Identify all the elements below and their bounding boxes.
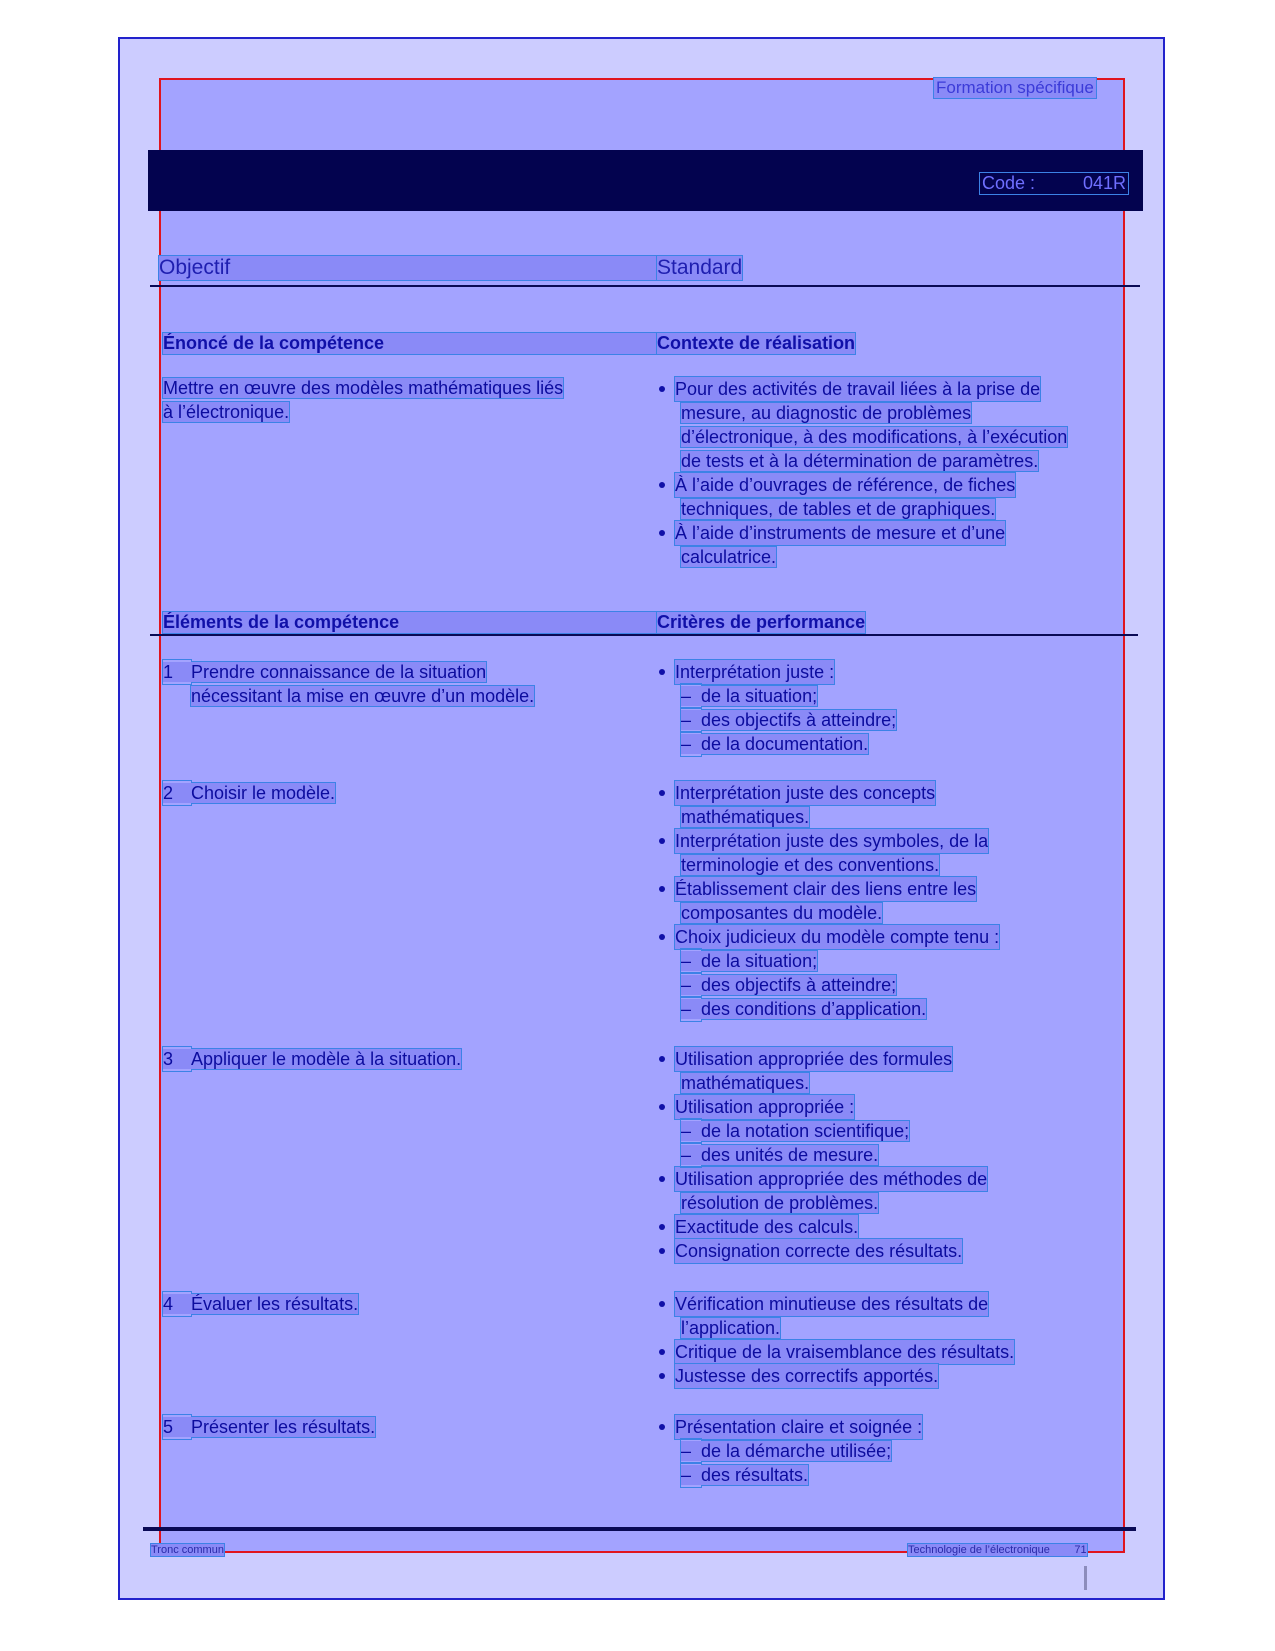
enonce-text <box>163 376 657 424</box>
criteria-4 <box>657 1292 1127 1388</box>
enonce-line: Mettre en œuvre des modèles mathématiques liés <box>163 378 564 398</box>
element-number: 4 <box>163 1294 174 1314</box>
list-item-cont: calculatrice. <box>681 547 777 567</box>
sub-criterion: des objectifs à atteindre; <box>701 710 897 730</box>
bullet-icon <box>659 934 665 940</box>
element-number: 5 <box>163 1417 174 1437</box>
sub-criterion: de la situation; <box>701 686 818 706</box>
element-line: Évaluer les résultats. <box>191 1294 359 1314</box>
criterion: Justesse des correctifs apportés. <box>675 1366 939 1386</box>
heading-rule <box>150 285 1140 287</box>
bullet-icon <box>659 790 665 796</box>
bullet-icon <box>659 1224 665 1230</box>
list-item-cont: techniques, de tables et de graphiques. <box>681 499 996 519</box>
element-1 <box>163 660 657 708</box>
bullet-icon <box>659 1424 665 1430</box>
list-item: À l’aide d’instruments de mesure et d’une <box>675 523 1006 543</box>
criterion: Consignation correcte des résultats. <box>675 1241 963 1261</box>
elements-rule <box>150 634 1138 636</box>
sub-criterion: de la situation; <box>701 951 818 971</box>
bullet-icon <box>659 838 665 844</box>
criteria-1: Interprétation juste : – de la situation; – des objectifs à atteindre; – de la documentation. <box>657 660 1127 756</box>
element-3 <box>163 1047 657 1071</box>
bullet-icon <box>659 1349 665 1355</box>
criterion: Interprétation juste : <box>675 662 835 682</box>
sub-criterion: des conditions d’application. <box>701 999 927 1019</box>
enonce-heading: Énoncé de la compétence <box>163 333 657 354</box>
footer-title: Technologie de l’électronique <box>908 1544 1050 1556</box>
element-number: 2 <box>163 783 174 803</box>
criteres-heading: Critères de performance <box>657 612 866 632</box>
element-line: Présenter les résultats. <box>191 1417 376 1437</box>
contexte-heading: Contexte de réalisation <box>657 333 856 353</box>
bullet-icon <box>659 886 665 892</box>
bullet-icon <box>659 386 665 392</box>
element-number: 1 <box>163 662 174 682</box>
criterion: Interprétation juste des concepts <box>675 783 936 803</box>
list-item: À l’aide d’ouvrages de référence, de fiches <box>675 475 1016 495</box>
bullet-icon <box>659 669 665 675</box>
criterion-cont: composantes du modèle. <box>681 903 883 923</box>
criterion-cont: l’application. <box>681 1318 781 1338</box>
bullet-icon <box>659 1104 665 1110</box>
element-number: 3 <box>163 1049 174 1069</box>
criterion: Utilisation appropriée : <box>675 1097 855 1117</box>
code-box <box>979 172 1129 195</box>
criteria-5: Présentation claire et soignée : – de la démarche utilisée; – des résultats. <box>657 1415 1127 1487</box>
criteria-2: Interprétation juste des concepts mathématiques. Interprétation juste des symboles, de la terminologie et des conventions. Établissement clair des liens entre les composantes du modèle. Choix judicieux du modèle compte tenu : – de la situation; – des objectifs à atteindre; – des conditions d’application. <box>657 781 1127 1021</box>
sub-criterion: de la notation scientifique; <box>701 1121 910 1141</box>
element-line: Appliquer le modèle à la situation. <box>191 1049 462 1069</box>
objectif-heading: Objectif <box>159 256 657 280</box>
standard-heading: Standard <box>657 256 743 279</box>
bullet-icon <box>659 1373 665 1379</box>
list-item-cont: d’électronique, à des modifications, à l’exécution <box>681 427 1068 447</box>
program-label: Formation spécifique <box>936 78 1094 97</box>
page-number: 71 <box>1074 1544 1087 1556</box>
element-line: Prendre connaissance de la situation <box>191 662 487 682</box>
criterion: Établissement clair des liens entre les <box>675 879 977 899</box>
code-label: Code : <box>982 173 1036 193</box>
element-line: Choisir le modèle. <box>191 783 336 803</box>
criterion: Exactitude des calculs. <box>675 1217 859 1237</box>
list-item: Pour des activités de travail liées à la prise de <box>675 379 1041 399</box>
criterion-cont: mathématiques. <box>681 1073 810 1093</box>
criterion-cont: résolution de problèmes. <box>681 1193 879 1213</box>
criterion: Vérification minutieuse des résultats de <box>675 1294 989 1314</box>
criterion: Critique de la vraisemblance des résultats. <box>675 1342 1015 1362</box>
list-item-cont: mesure, au diagnostic de problèmes <box>681 403 972 423</box>
element-line: nécessitant la mise en œuvre d’un modèle. <box>191 686 535 706</box>
criterion: Présentation claire et soignée : <box>675 1417 923 1437</box>
list-item-cont: de tests et à la détermination de paramètres. <box>681 451 1039 471</box>
bullet-icon <box>659 1056 665 1062</box>
bullet-icon <box>659 1248 665 1254</box>
elements-heading: Éléments de la compétence <box>163 612 657 633</box>
sub-criterion: des unités de mesure. <box>701 1145 879 1165</box>
criterion: Utilisation appropriée des méthodes de <box>675 1169 988 1189</box>
criteria-3: Utilisation appropriée des formules mathématiques. Utilisation appropriée : – de la notation scientifique; – des unités de mesure. Utilisation appropriée des méthodes de résolution de problèmes. Exactitude des calculs. Consignation correcte des résultats. <box>657 1047 1127 1263</box>
footer-rule <box>143 1527 1136 1531</box>
footer-left: Tronc commun <box>151 1544 224 1556</box>
criterion: Choix judicieux du modèle compte tenu : <box>675 927 1000 947</box>
enonce-line: à l’électronique. <box>163 402 290 422</box>
element-4 <box>163 1292 657 1316</box>
bullet-icon <box>659 530 665 536</box>
element-2 <box>163 781 657 805</box>
criterion: Interprétation juste des symboles, de la <box>675 831 989 851</box>
footer-right <box>908 1544 1087 1556</box>
bullet-icon <box>659 482 665 488</box>
criterion: Utilisation appropriée des formules <box>675 1049 953 1069</box>
code-value: 041R <box>1082 173 1126 193</box>
sub-criterion: des résultats. <box>701 1465 809 1485</box>
scroll-mark <box>1084 1566 1087 1590</box>
bullet-icon <box>659 1301 665 1307</box>
sub-criterion: des objectifs à atteindre; <box>701 975 897 995</box>
sub-criterion: de la documentation. <box>701 734 869 754</box>
contexte-list <box>657 377 1127 569</box>
criterion-cont: terminologie et des conventions. <box>681 855 940 875</box>
criterion-cont: mathématiques. <box>681 807 810 827</box>
bullet-icon <box>659 1176 665 1182</box>
sub-criterion: de la démarche utilisée; <box>701 1441 892 1461</box>
element-5 <box>163 1415 657 1439</box>
